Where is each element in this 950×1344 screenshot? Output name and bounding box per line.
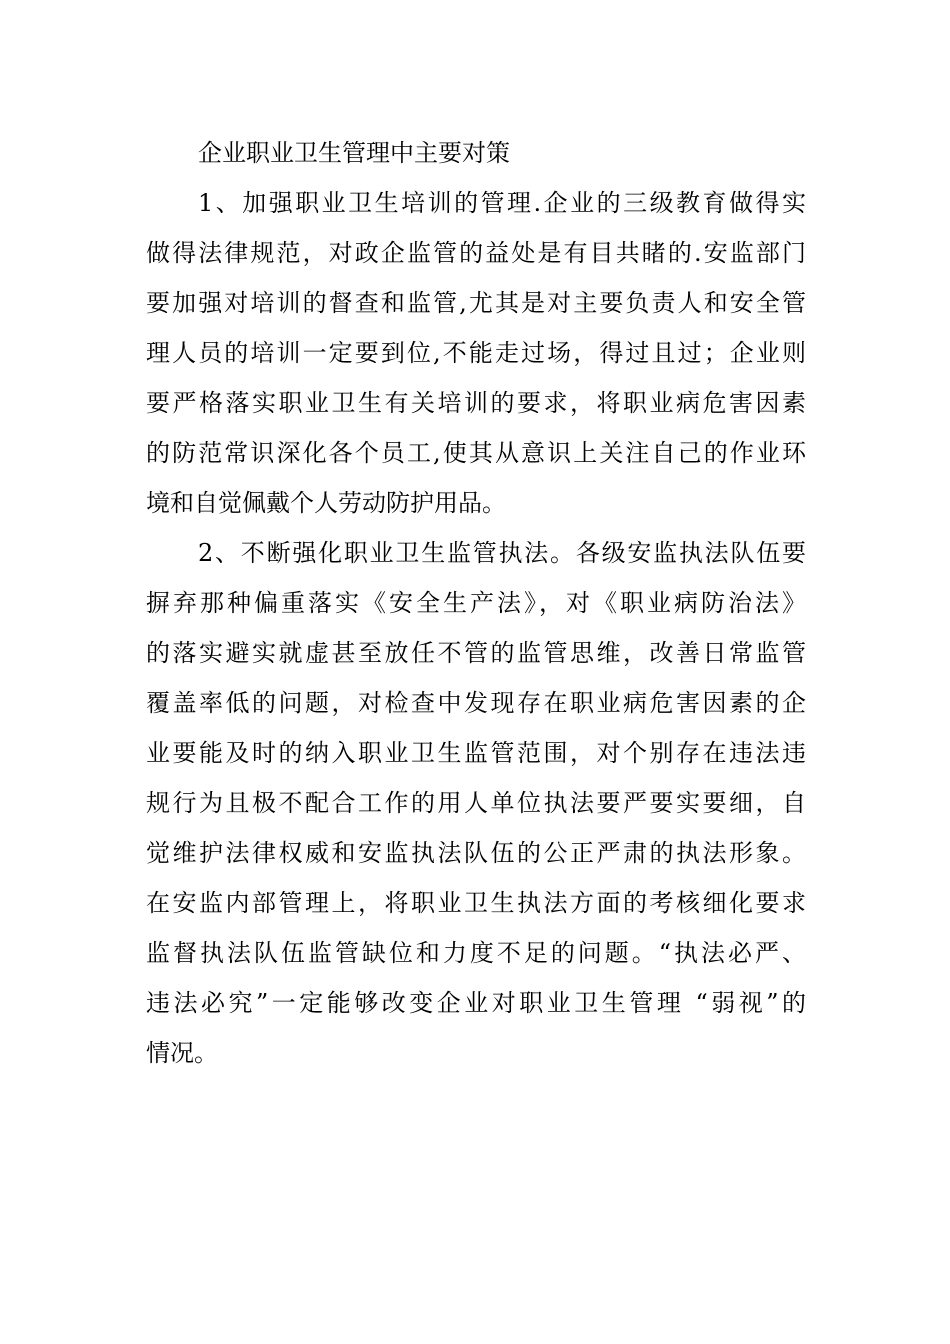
paragraph-1 — [146, 178, 806, 528]
paragraph-line: 情况。 — [146, 1039, 218, 1067]
paragraph-line: 在安监内部管理上，将职业卫生执法方面的考核细化要求 — [146, 889, 806, 917]
paragraph-line: 覆盖率低的问题，对检查中发现存在职业病危害因素的企 — [146, 689, 806, 717]
paragraph-line: 要加强对培训的督查和监管,尤其是对主要负责人和安全管 — [146, 289, 806, 317]
paragraph-line: 违法必究”一定能够改变企业对职业卫生管理 “弱视”的 — [146, 989, 806, 1017]
paragraph-line: 业要能及时的纳入职业卫生监管范围，对个别存在违法违 — [146, 739, 806, 767]
paragraph-line: 的落实避实就虚甚至放任不管的监管思维，改善日常监管 — [146, 639, 806, 667]
paragraph-line: 的防范常识深化各个员工,使其从意识上关注自己的作业环 — [146, 439, 806, 467]
paragraph-line: 1、加强职业卫生培训的管理.企业的三级教育做得实 — [198, 189, 806, 217]
paragraph-line: 境和自觉佩戴个人劳动防护用品。 — [146, 489, 506, 517]
paragraph-line: 2、不断强化职业卫生监管执法。各级安监执法队伍要 — [198, 539, 806, 567]
paragraph-line: 监督执法队伍监管缺位和力度不足的问题。“执法必严、 — [146, 939, 806, 967]
paragraph-2 — [146, 528, 806, 1078]
paragraph-line: 理人员的培训一定要到位,不能走过场，得过且过；企业则 — [146, 339, 806, 367]
paragraph-line: 要严格落实职业卫生有关培训的要求，将职业病危害因素 — [146, 389, 806, 417]
paragraph-line: 摒弃那种偏重落实《安全生产法》，对《职业病防治法》 — [146, 589, 806, 617]
paragraph-line: 规行为且极不配合工作的用人单位执法要严要实要细，自 — [146, 789, 806, 817]
paragraph-line: 做得法律规范，对政企监管的益处是有目共睹的.安监部门 — [146, 239, 806, 267]
document-title: 企业职业卫生管理中主要对策 — [198, 139, 510, 167]
paragraph-line: 觉维护法律权威和安监执法队伍的公正严肃的执法形象。 — [146, 839, 806, 867]
document-body — [146, 128, 806, 1078]
